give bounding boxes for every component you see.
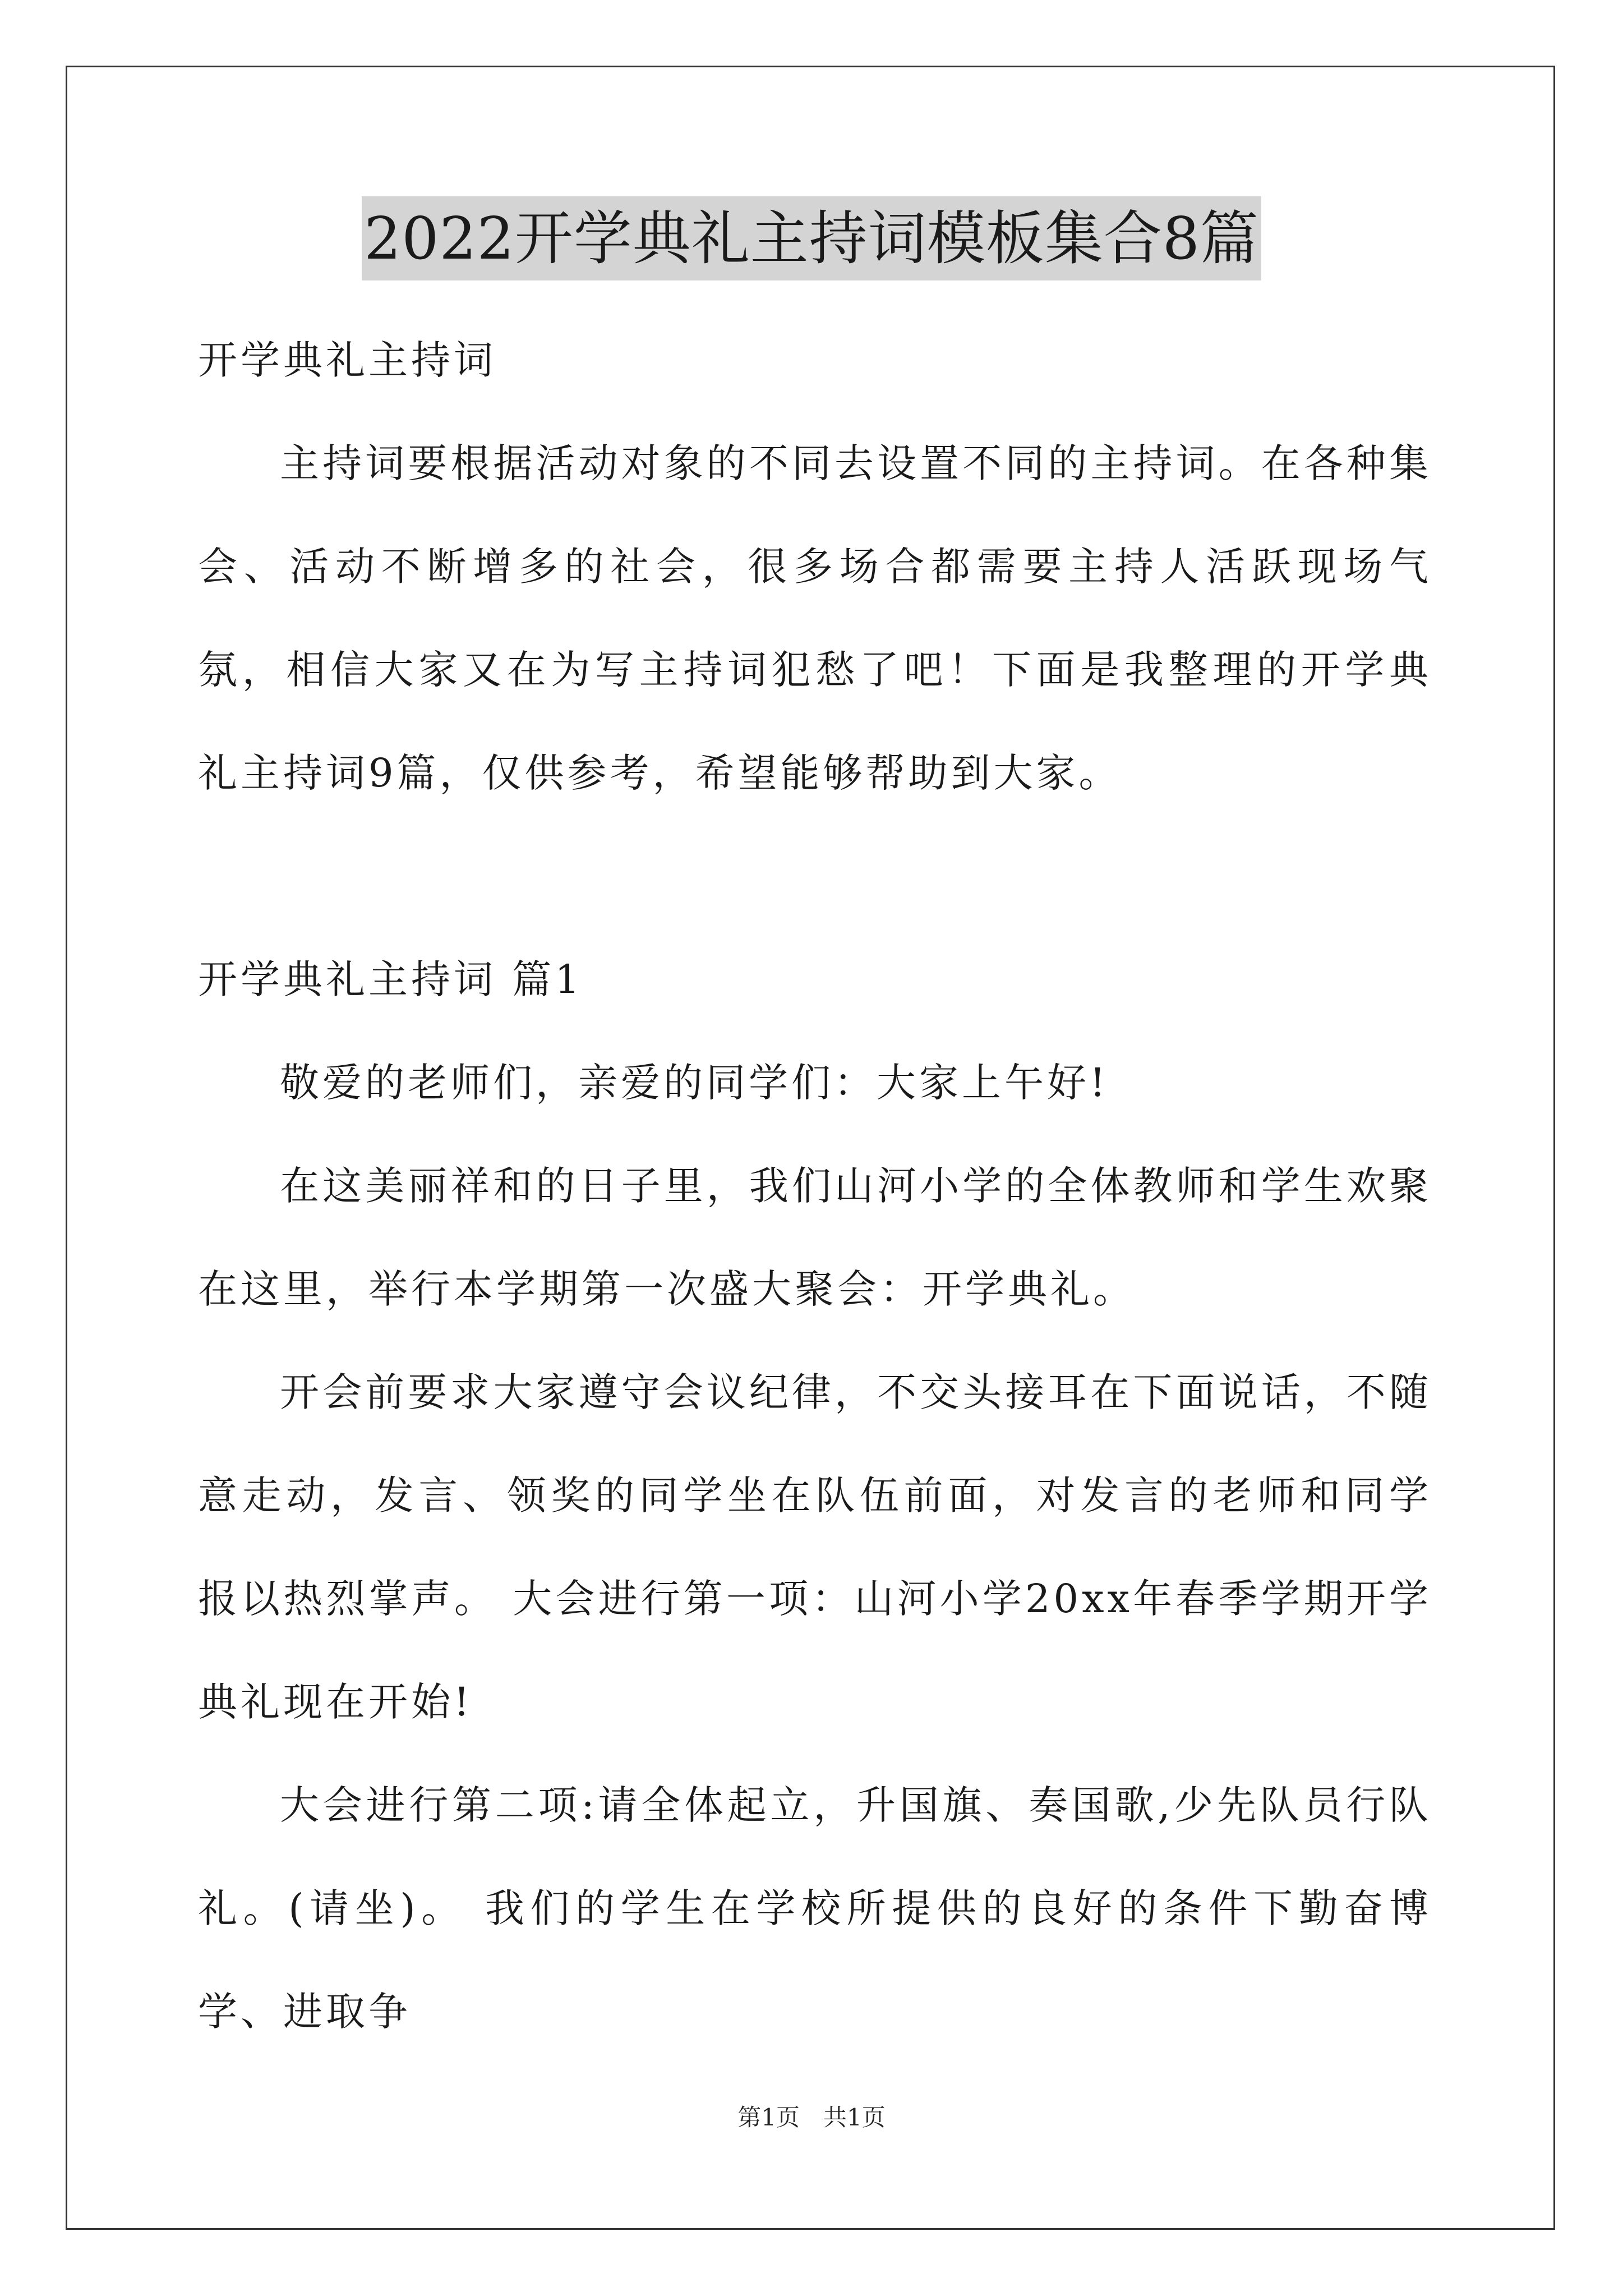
greeting-paragraph: 敬爱的老师们，亲爱的同学们：大家上午好! bbox=[280, 1060, 1109, 1106]
title-container bbox=[0, 196, 1623, 280]
intro-paragraph: 主持词要根据活动对象的不同去设置不同的主持词。在各种集会、活动不断增多的社会，很多场合都需要主持人活跃现场气氛，相信大家又在为写主持词犯愁了吧！下面是我整理的开学典礼主持词9篇，仅供参考，希望能够帮助到大家。 bbox=[198, 440, 1432, 796]
body-paragraph: 在这美丽祥和的日子里，我们山河小学的全体教师和学生欢聚在这里，举行本学期第一次盛大聚会：开学典礼。 bbox=[198, 1163, 1432, 1312]
body-paragraph: 大会进行第二项:请全体起立，升国旗、奏国歌,少先队员行队礼。(请坐)。 我们的学生在学校所提供的良好的条件下勤奋博学、进取争 bbox=[198, 1782, 1432, 2035]
page-footer: 第1页 共1页 bbox=[737, 2104, 886, 2131]
section-heading: 开学典礼主持词 bbox=[198, 337, 496, 383]
document-body bbox=[198, 309, 1432, 2063]
paragraph-spacer bbox=[198, 825, 1432, 928]
document-title: 2022开学典礼主持词模板集合8篇 bbox=[362, 196, 1261, 280]
section-heading-part-1: 开学典礼主持词 篇1 bbox=[198, 956, 583, 1002]
body-paragraph: 开会前要求大家遵守会议纪律，不交头接耳在下面说话，不随意走动，发言、领奖的同学坐在队伍前面，对发言的老师和同学报以热烈掌声。 大会进行第一项：山河小学20xx年春季学期开学典礼现在开始! bbox=[198, 1369, 1432, 1725]
